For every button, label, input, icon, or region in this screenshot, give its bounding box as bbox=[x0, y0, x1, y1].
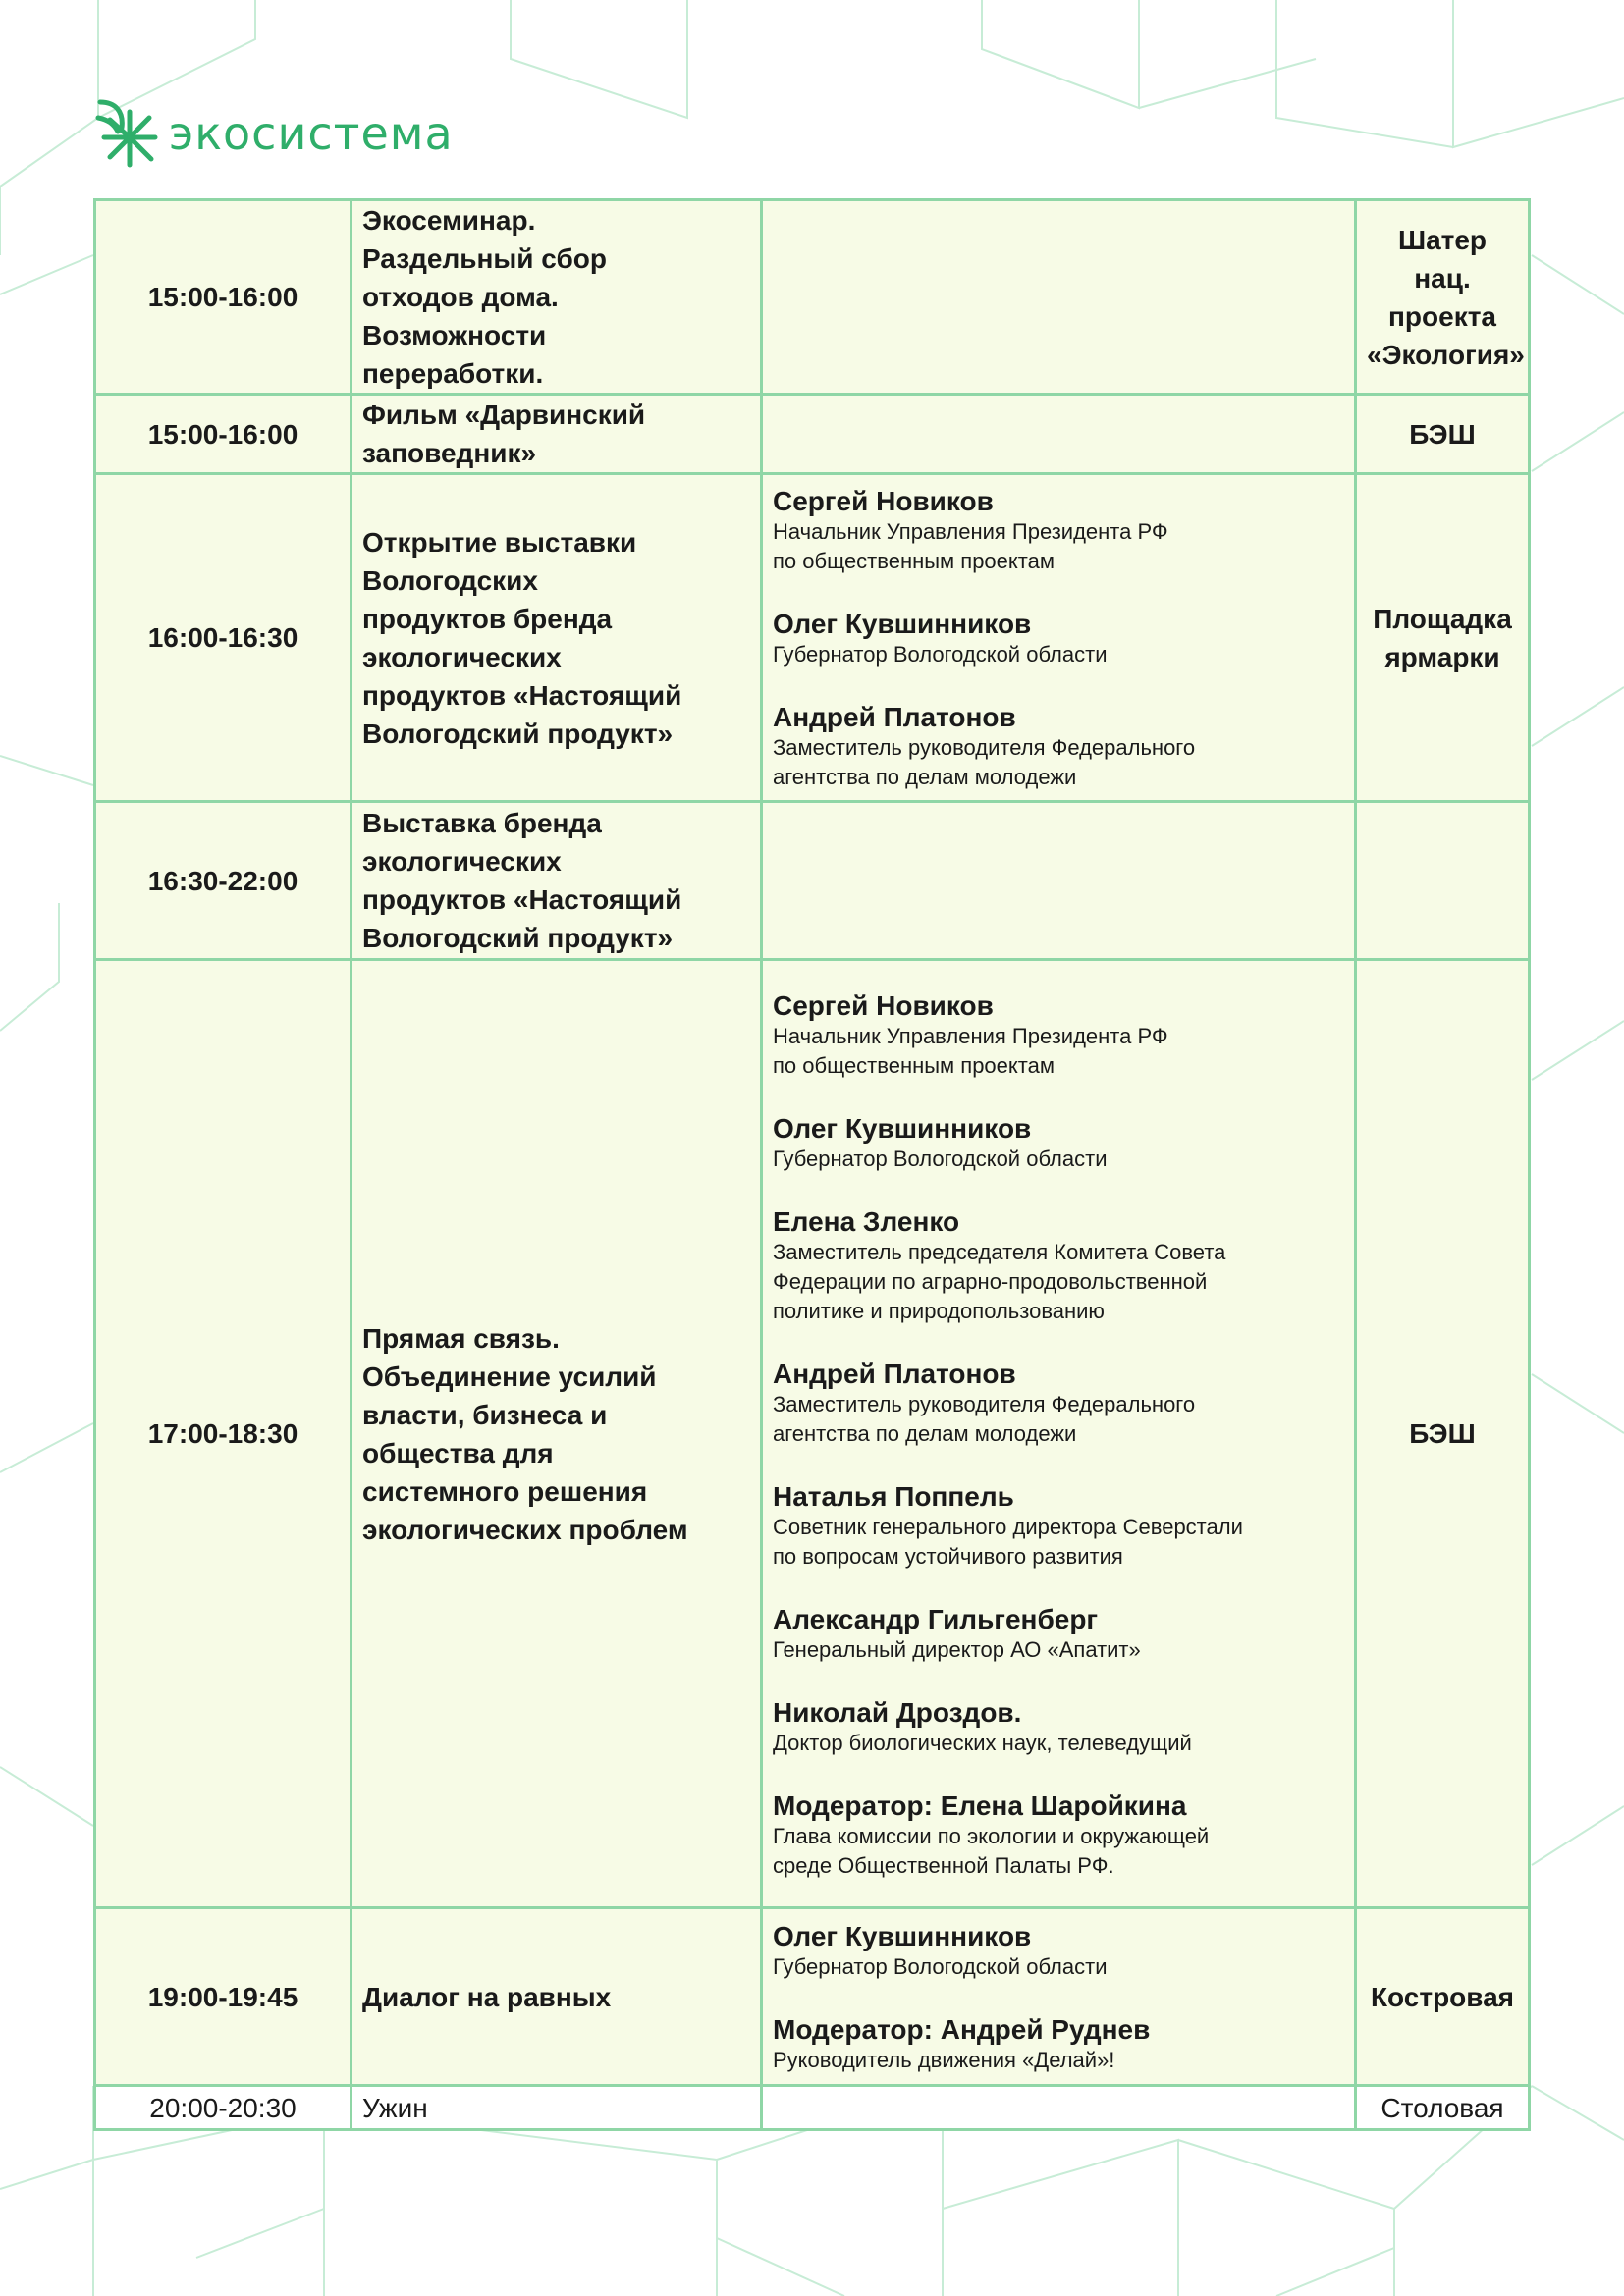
session-time: 15:00-16:00 bbox=[95, 200, 352, 395]
brand-logo bbox=[94, 96, 454, 171]
speaker-role: Заместитель руководителя Федерального агентства по делам молодежи bbox=[773, 735, 1196, 789]
session-title: Ужин bbox=[352, 2086, 762, 2130]
session-title: Прямая связь. Объединение усилий власти, бизнеса и общества для системного решения экологических проблем bbox=[352, 960, 762, 1908]
speaker-name: Олег Кувшинников bbox=[773, 1112, 1032, 1144]
speaker-role: Глава комиссии по экологии и окружающей среде Общественной Палаты РФ. bbox=[773, 1823, 1210, 1878]
session-location: Столовая bbox=[1356, 2086, 1530, 2130]
speaker bbox=[773, 701, 1344, 792]
speaker-name: Николай Дроздов. bbox=[773, 1696, 1022, 1728]
speaker bbox=[773, 1205, 1344, 1326]
session-location: Шатер нац. проекта «Экология» bbox=[1356, 200, 1530, 395]
speaker-name: Модератор: Андрей Руднев bbox=[773, 2014, 1151, 2045]
session-speakers bbox=[762, 474, 1356, 802]
speaker-role: Руководитель движения «Делай»! bbox=[773, 2048, 1115, 2072]
speaker bbox=[773, 2013, 1344, 2075]
schedule-row bbox=[95, 395, 1530, 474]
session-speakers bbox=[762, 802, 1356, 960]
speaker-role: Заместитель председателя Комитета Совета Федерации по аграрно-продовольственной политике и природопользованию bbox=[773, 1239, 1226, 1323]
session-location: Костровая bbox=[1356, 1908, 1530, 2086]
session-location: БЭШ bbox=[1356, 960, 1530, 1908]
schedule-row bbox=[95, 200, 1530, 395]
schedule-row bbox=[95, 960, 1530, 1908]
speaker bbox=[773, 1696, 1344, 1758]
session-title: Экосеминар. Раздельный сбор отходов дома. Возможности переработки. bbox=[352, 200, 762, 395]
session-time: 19:00-19:45 bbox=[95, 1908, 352, 2086]
speaker-name: Модератор: Елена Шаройкина bbox=[773, 1789, 1187, 1821]
speaker-name: Сергей Новиков bbox=[773, 989, 994, 1021]
speaker-role: Начальник Управления Президента РФ по общественным проектам bbox=[773, 1023, 1168, 1078]
speaker bbox=[773, 608, 1344, 669]
speaker-role: Губернатор Вологодской области bbox=[773, 642, 1108, 667]
speaker-role: Губернатор Вологодской области bbox=[773, 1954, 1108, 1979]
speaker-name: Олег Кувшинников bbox=[773, 1921, 1032, 1951]
session-speakers bbox=[762, 200, 1356, 395]
speaker-role: Начальник Управления Президента РФ по общественным проектам bbox=[773, 519, 1168, 573]
brand-name: экосистема bbox=[169, 107, 454, 160]
schedule-row bbox=[95, 802, 1530, 960]
speaker-name: Наталья Поппель bbox=[773, 1480, 1014, 1512]
session-time: 15:00-16:00 bbox=[95, 395, 352, 474]
session-time: 20:00-20:30 bbox=[95, 2086, 352, 2130]
schedule-row bbox=[95, 1908, 1530, 2086]
session-time: 16:30-22:00 bbox=[95, 802, 352, 960]
schedule-table bbox=[93, 198, 1531, 2131]
session-time: 17:00-18:30 bbox=[95, 960, 352, 1908]
speaker-name: Александр Гильгенберг bbox=[773, 1603, 1099, 1634]
speaker-role: Советник генерального директора Северстали по вопросам устойчивого развития bbox=[773, 1514, 1243, 1569]
speaker-name: Елена Зленко bbox=[773, 1205, 960, 1237]
speaker-name: Сергей Новиков bbox=[773, 486, 994, 516]
speaker-role: Губернатор Вологодской области bbox=[773, 1146, 1108, 1171]
session-title: Диалог на равных bbox=[352, 1908, 762, 2086]
speaker-role: Генеральный директор АО «Апатит» bbox=[773, 1636, 1141, 1662]
session-speakers bbox=[762, 1908, 1356, 2086]
speaker bbox=[773, 1789, 1344, 1881]
schedule-row bbox=[95, 474, 1530, 802]
session-title: Выставка бренда экологических продуктов «Настоящий Вологодский продукт» bbox=[352, 802, 762, 960]
speaker bbox=[773, 1112, 1344, 1174]
speaker-role: Доктор биологических наук, телеведущий bbox=[773, 1730, 1192, 1755]
session-speakers bbox=[762, 960, 1356, 1908]
session-title: Открытие выставки Вологодских продуктов бренда экологических продуктов «Настоящий Вологодский продукт» bbox=[352, 474, 762, 802]
session-location bbox=[1356, 802, 1530, 960]
session-time: 16:00-16:30 bbox=[95, 474, 352, 802]
speaker bbox=[773, 989, 1344, 1081]
speaker-role: Заместитель руководителя Федерального агентства по делам молодежи bbox=[773, 1391, 1196, 1446]
speaker bbox=[773, 1480, 1344, 1572]
speaker-name: Андрей Платонов bbox=[773, 702, 1016, 732]
session-location: БЭШ bbox=[1356, 395, 1530, 474]
speaker bbox=[773, 1920, 1344, 1982]
session-title: Фильм «Дарвинский заповедник» bbox=[352, 395, 762, 474]
speaker-name: Андрей Платонов bbox=[773, 1358, 1016, 1389]
speaker bbox=[773, 485, 1344, 576]
session-speakers bbox=[762, 395, 1356, 474]
session-speakers bbox=[762, 2086, 1356, 2130]
speaker-name: Олег Кувшинников bbox=[773, 609, 1032, 639]
speaker bbox=[773, 1358, 1344, 1449]
schedule-row bbox=[95, 2086, 1530, 2130]
sprout-sun-icon bbox=[94, 98, 159, 169]
session-location: Площадка ярмарки bbox=[1356, 474, 1530, 802]
speaker bbox=[773, 1603, 1344, 1665]
